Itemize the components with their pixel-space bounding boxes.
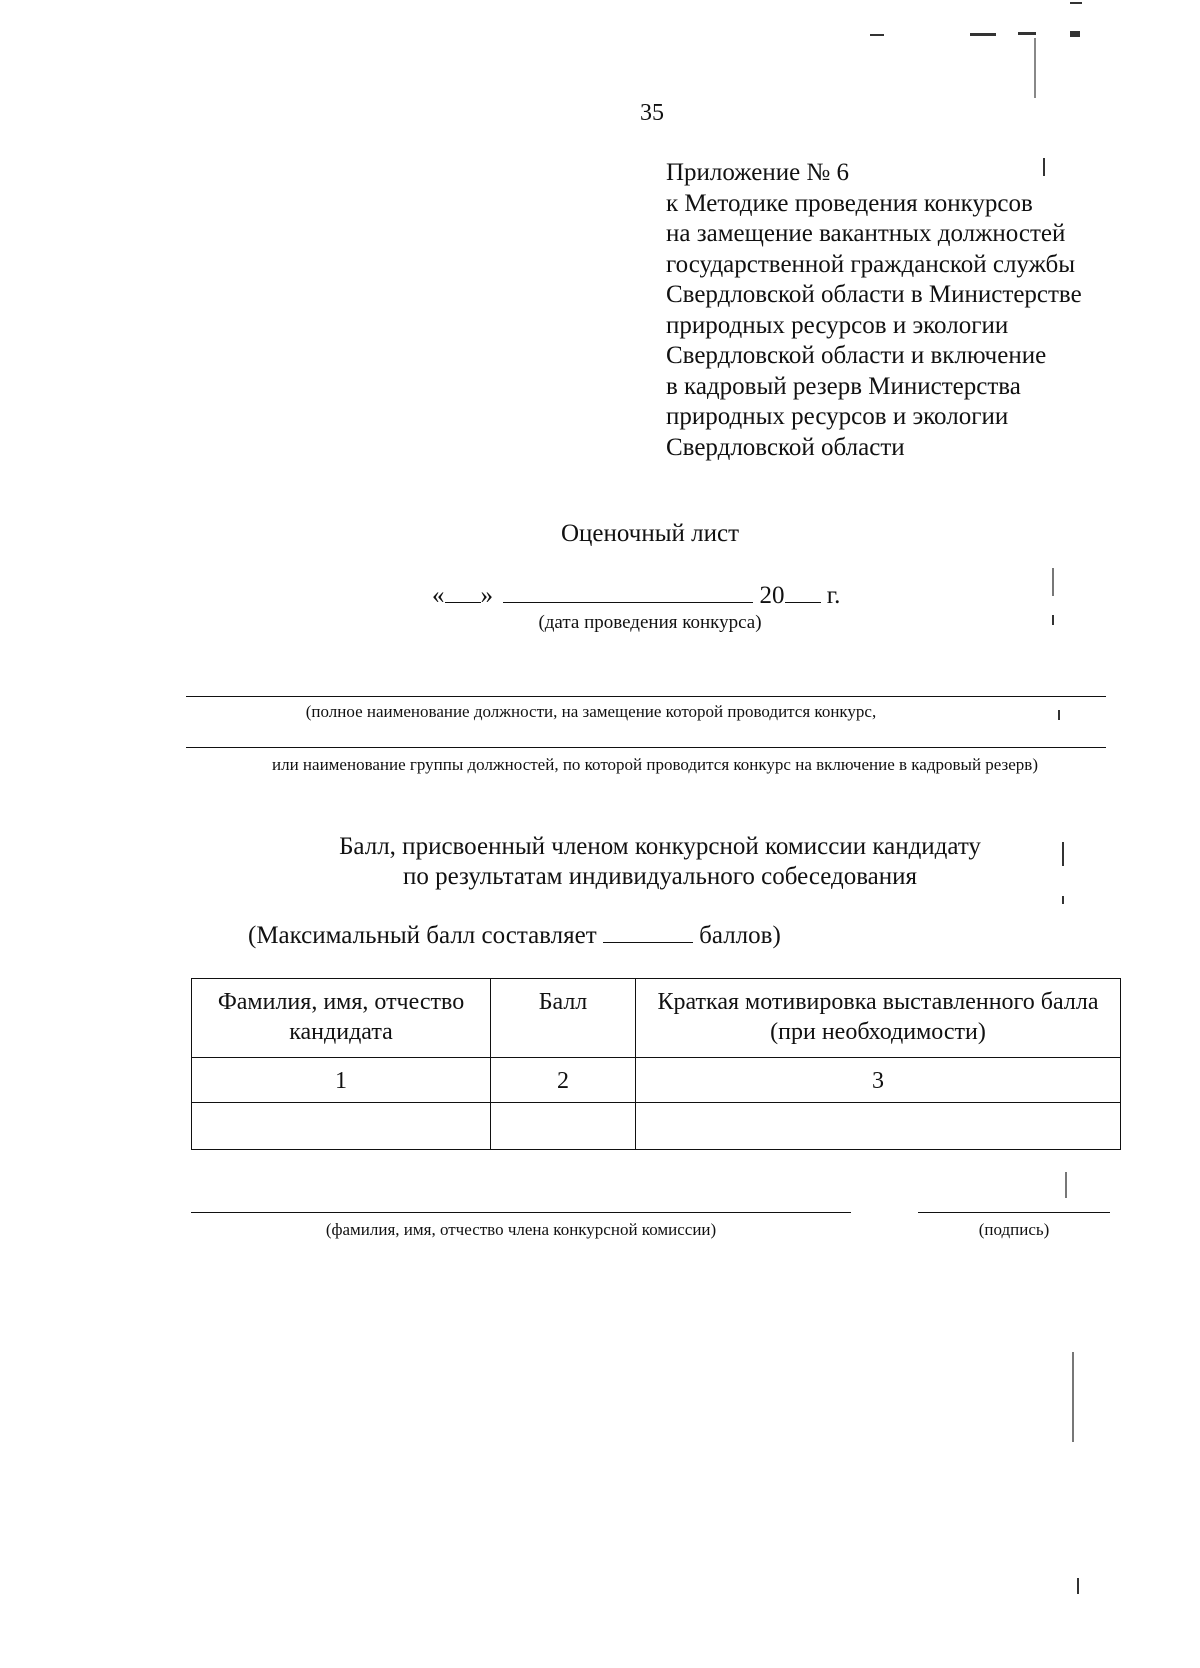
appendix-line: Приложение № 6 [666,159,850,186]
index-cell: 1 [192,1058,491,1103]
scan-mark [1070,2,1082,4]
max-score-blank[interactable] [603,920,693,943]
appendix-line: в кадровый резерв Министерства [666,372,1021,400]
appendix-line: Свердловской области в Министерстве [666,281,1082,308]
position-caption: или наименование группы должностей, по которой проводится конкурс на включение в кадровый резерв) [272,755,1038,774]
position-line[interactable] [186,696,1106,697]
date-caption: (дата проведения конкурса) [538,612,762,633]
signature-caption: (подпись) [978,1220,1050,1239]
header-motivation: Краткая мотивировка выставленного балла (при необходимости) [636,979,1121,1058]
scan-mark [1077,1578,1079,1594]
document-title: Оценочный лист [560,520,739,547]
scan-mark [1018,32,1036,35]
candidate-name-cell[interactable] [192,1103,491,1150]
scan-mark [1070,31,1080,37]
member-name-caption: (фамилия, имя, отчество члена конкурсной комиссии) [325,1220,717,1239]
appendix-line: природных ресурсов и экологии [666,311,1009,339]
scan-mark [1072,1352,1074,1442]
scan-mark [970,33,996,36]
score-cell[interactable] [491,1103,636,1150]
position-line[interactable] [186,747,1106,748]
date-line [432,580,840,610]
max-score-line [248,920,781,950]
score-heading [230,832,1090,892]
scan-mark [1065,1172,1067,1198]
year-prefix: 20 [759,582,785,609]
appendix-line: Свердловской области и включение [666,342,1047,369]
year-blank[interactable] [785,580,821,603]
scan-mark [870,34,884,36]
scan-mark [1052,568,1054,596]
page-number: 35 [640,100,664,126]
header-score: Балл [491,979,636,1058]
appendix-line: государственной гражданской службы [666,250,1076,278]
table-header-row [192,979,1121,1058]
scan-mark [1034,38,1036,98]
max-score-suffix: баллов) [699,922,781,949]
quote-open: « [432,582,445,609]
score-table [191,978,1121,1150]
appendix-line: природных ресурсов и экологии [666,403,1009,430]
table-row [192,1103,1121,1150]
max-score-prefix: (Максимальный балл составляет [248,922,597,949]
position-caption: (полное наименование должности, на замещение которой проводится конкурс, [305,702,877,721]
header-candidate-name: Фамилия, имя, отчество кандидата [192,979,491,1058]
scan-mark [1062,896,1064,904]
year-suffix: г. [826,582,841,609]
appendix-block [666,158,1082,463]
appendix-line: к Методике проведения конкурсов [666,189,1033,217]
appendix-line: Свердловской области [666,433,905,461]
day-blank[interactable] [445,580,481,603]
quote-close: » [480,582,493,609]
member-name-line[interactable] [191,1212,851,1213]
table-index-row [192,1058,1121,1103]
score-heading-line: по результатам индивидуального собеседования [402,863,918,890]
appendix-line: на замещение вакантных должностей [666,220,1066,247]
signature-line[interactable] [918,1212,1110,1213]
index-cell: 3 [636,1058,1121,1103]
score-heading-line: Балл, присвоенный членом конкурсной комиссии кандидату [339,833,981,860]
month-blank[interactable] [503,580,753,603]
scan-mark [1058,710,1060,720]
index-cell: 2 [491,1058,636,1103]
motivation-cell[interactable] [636,1103,1121,1150]
